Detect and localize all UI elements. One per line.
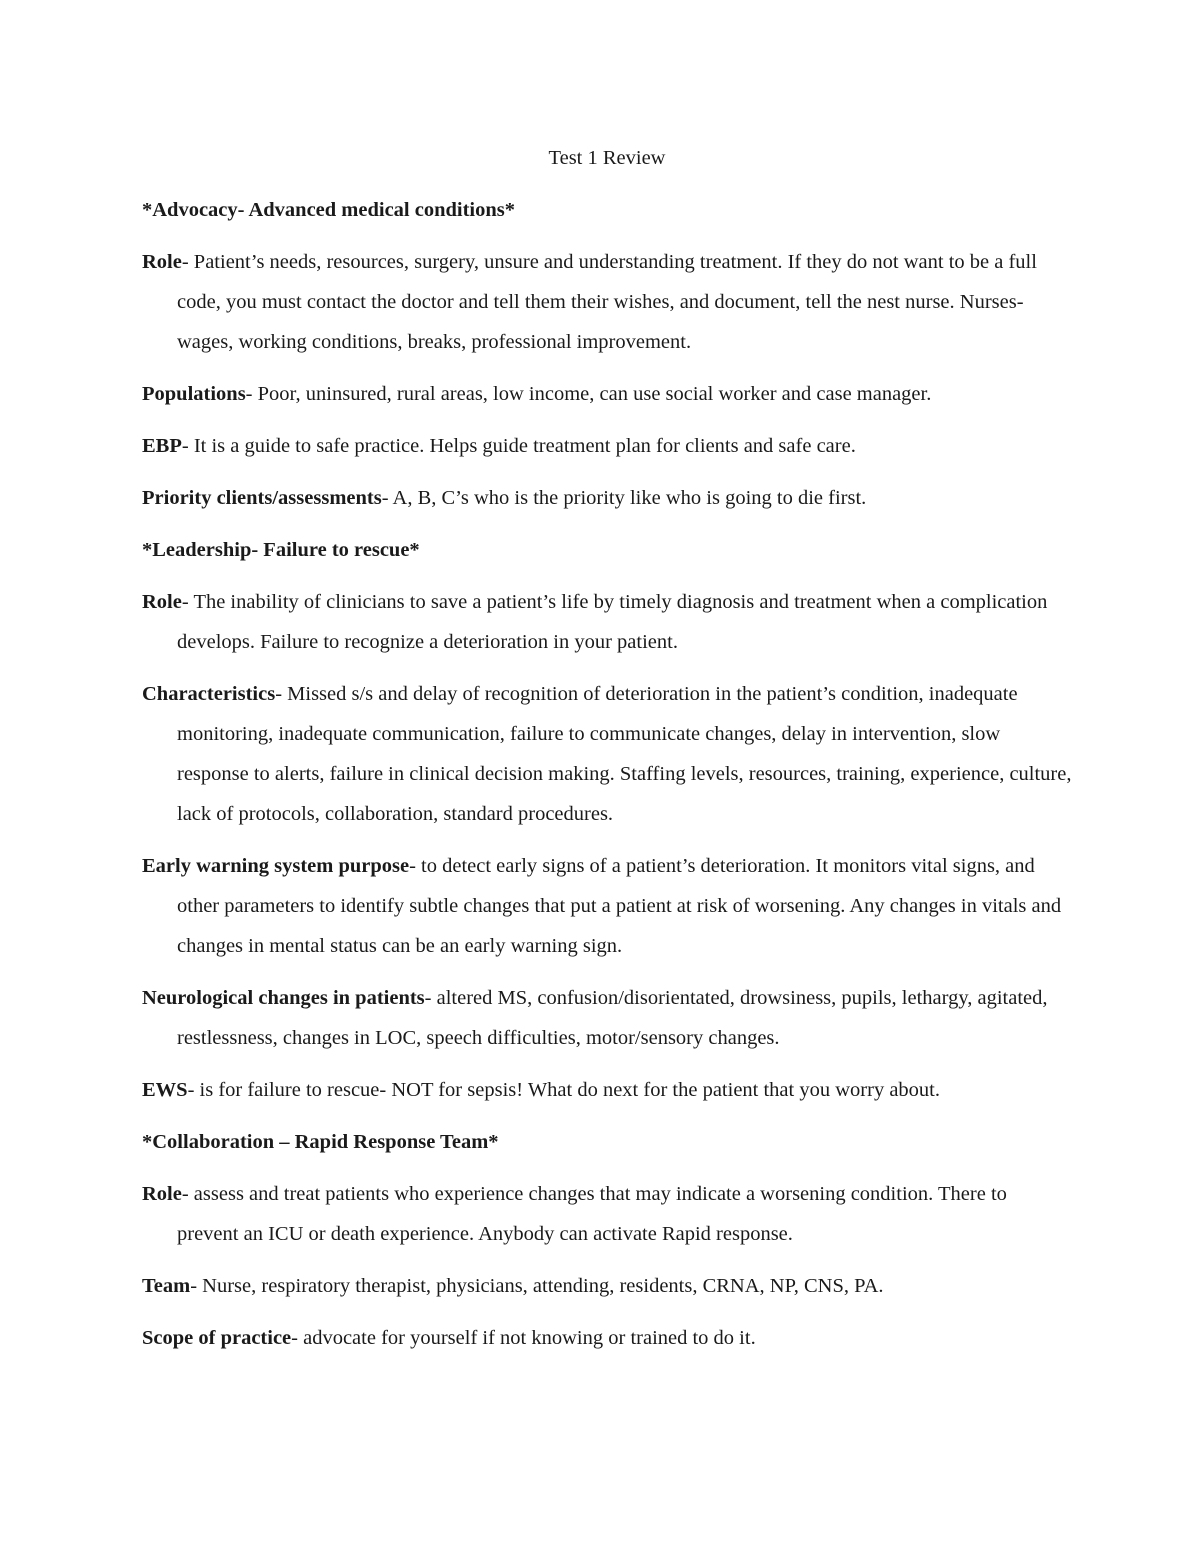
entry-early-warning-system bbox=[142, 846, 1072, 966]
entry-text: - assess and treat patients who experience changes that may indicate a worsening condition. There to prevent an ICU or death experience. Anybody can activate Rapid response. bbox=[177, 1183, 1007, 1245]
entry-priority-clients bbox=[142, 478, 1072, 518]
entry-term: Neurological changes in patients bbox=[142, 987, 425, 1009]
entry-characteristics bbox=[142, 674, 1072, 834]
entry-text: - Nurse, respiratory therapist, physicians, attending, residents, CRNA, NP, CNS, PA. bbox=[190, 1275, 884, 1297]
entry-scope-of-practice bbox=[142, 1318, 1072, 1358]
entry-ebp bbox=[142, 426, 1072, 466]
entry-term: Role bbox=[142, 251, 182, 273]
entry-role bbox=[142, 1174, 1072, 1254]
entry-ews bbox=[142, 1070, 1072, 1110]
document-page bbox=[142, 138, 1072, 1370]
entry-text: - The inability of clinicians to save a patient’s life by timely diagnosis and treatment when a complication develops. Failure to recognize a deterioration in your patient. bbox=[177, 591, 1048, 653]
entry-text: - to detect early signs of a patient’s deterioration. It monitors vital signs, and other parameters to identify subtle changes that put a patient at risk of worsening. Any changes in vitals and changes in mental status can be an early warning sign. bbox=[177, 855, 1062, 957]
entry-text: - is for failure to rescue- NOT for sepsis! What do next for the patient that you worry about. bbox=[187, 1079, 940, 1101]
entry-term: Scope of practice bbox=[142, 1327, 292, 1349]
entry-term: Populations bbox=[142, 383, 246, 405]
section-heading-leadership: *Leadership- Failure to rescue* bbox=[142, 539, 420, 561]
section-heading-collaboration: *Collaboration – Rapid Response Team* bbox=[142, 1131, 499, 1153]
entry-term: Team bbox=[142, 1275, 191, 1297]
entry-text: - advocate for yourself if not knowing or trained to do it. bbox=[291, 1327, 756, 1349]
entry-text: - Poor, uninsured, rural areas, low income, can use social worker and case manager. bbox=[245, 383, 932, 405]
entry-text: - It is a guide to safe practice. Helps guide treatment plan for clients and safe care. bbox=[181, 435, 856, 457]
entry-term: Priority clients/assessments bbox=[142, 487, 382, 509]
document-title: Test 1 Review bbox=[548, 147, 666, 169]
entry-role bbox=[142, 582, 1072, 662]
entry-role bbox=[142, 242, 1072, 362]
entry-term: EWS bbox=[142, 1079, 188, 1101]
entry-text: - A, B, C’s who is the priority like who is going to die first. bbox=[381, 487, 867, 509]
section-heading-advocacy: *Advocacy- Advanced medical conditions* bbox=[142, 199, 515, 221]
entry-text: - altered MS, confusion/disorientated, drowsiness, pupils, lethargy, agitated, restlessness, changes in LOC, speech difficulties, motor/sensory changes. bbox=[177, 987, 1048, 1049]
entry-populations bbox=[142, 374, 1072, 414]
entry-neurological-changes bbox=[142, 978, 1072, 1058]
entry-team bbox=[142, 1266, 1072, 1306]
entry-term: Role bbox=[142, 1183, 182, 1205]
entry-term: Characteristics bbox=[142, 683, 276, 705]
entry-text: - Patient’s needs, resources, surgery, unsure and understanding treatment. If they do not want to be a full code, you must contact the doctor and tell them their wishes, and document, tell the nest nurse. Nurses- wages, working conditions, breaks, professional improvement. bbox=[177, 251, 1037, 353]
entry-term: Early warning system purpose bbox=[142, 855, 410, 877]
entry-term: EBP bbox=[142, 435, 182, 457]
entry-term: Role bbox=[142, 591, 182, 613]
entry-text: - Missed s/s and delay of recognition of deterioration in the patient’s condition, inadequate monitoring, inadequate communication, failure to communicate changes, delay in intervention, slow response to alerts, failure in clinical decision making. Staffing levels, resources, training, experience, culture, lack of protocols, collaboration, standard procedures. bbox=[177, 683, 1072, 825]
